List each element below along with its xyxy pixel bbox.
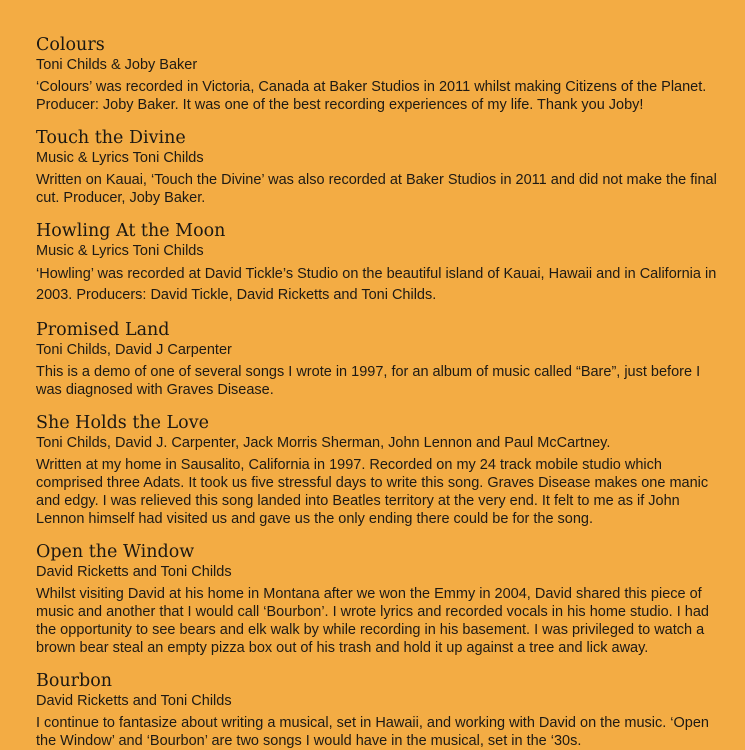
song-title: Colours [36,35,105,55]
song-title: Promised Land [36,320,170,340]
song-entry-touch-the-divine [36,127,726,207]
song-title: Open the Window [36,542,195,562]
song-credits: Toni Childs, David J Carpenter [36,342,232,358]
song-description: This is a demo of one of several songs I wrote in 1997, for an album of music called “Bare”, just before I was diagnosed with Graves Disease. [36,364,701,398]
song-entry-she-holds-the-love [36,412,726,528]
song-description: Whilst visiting David at his home in Montana after we won the Emmy in 2004, David shared this piece of music and another that I would call ‘Bourbon’. I wrote lyrics and recorded vocals in his home studio. I had the opportunity to see bears and elk walk by while recording in his basement. I was privileged to watch a brown bear steal an empty pizza box out of his trash and hold it up against a tree and lick away. [36,586,709,656]
song-credits: Toni Childs & Joby Baker [36,57,198,73]
song-entry-open-the-window [36,541,726,657]
song-entry-bourbon [36,670,726,750]
song-title: She Holds the Love [36,413,209,433]
song-credits: Music & Lyrics Toni Childs [36,243,204,259]
song-entry-colours [36,34,726,114]
song-description: I continue to fantasize about writing a musical, set in Hawaii, and working with David on the music. ‘Open the Window’ and ‘Bourbon’ are two songs I would have in the musical, set in the ‘30s. [36,715,709,749]
liner-notes [36,34,726,750]
song-credits: David Ricketts and Toni Childs [36,564,232,580]
song-credits: Music & Lyrics Toni Childs [36,150,204,166]
song-credits: Toni Childs, David J. Carpenter, Jack Morris Sherman, John Lennon and Paul McCartney. [36,435,611,451]
song-title: Howling At the Moon [36,221,226,241]
song-entry-promised-land [36,319,726,399]
song-title: Bourbon [36,671,113,691]
song-entry-howling-at-the-moon [36,220,726,306]
song-description: Written on Kauai, ‘Touch the Divine’ was also recorded at Baker Studios in 2011 and did not make the final cut. Producer, Joby Baker. [36,172,717,206]
song-credits: David Ricketts and Toni Childs [36,693,232,709]
song-description: Written at my home in Sausalito, California in 1997. Recorded on my 24 track mobile studio which comprised three Adats. It took us five stressful days to write this song. Graves Disease makes one manic and edgy. I was relieved this song landed into Beatles territory at the very end. It felt to me as if John Lennon himself had visited us and gave us the only ending there could be for the song. [36,457,709,527]
song-description: ‘Colours’ was recorded in Victoria, Canada at Baker Studios in 2011 whilst making Citizens of the Planet. Producer: Joby Baker. It was one of the best recording experiences of my life. Thank you Joby! [36,79,707,113]
song-description: ‘Howling’ was recorded at David Tickle’s Studio on the beautiful island of Kauai, Hawaii and in California in 2003. Producers: David Tickle, David Ricketts and Toni Childs. [36,266,717,303]
song-title: Touch the Divine [36,128,186,148]
